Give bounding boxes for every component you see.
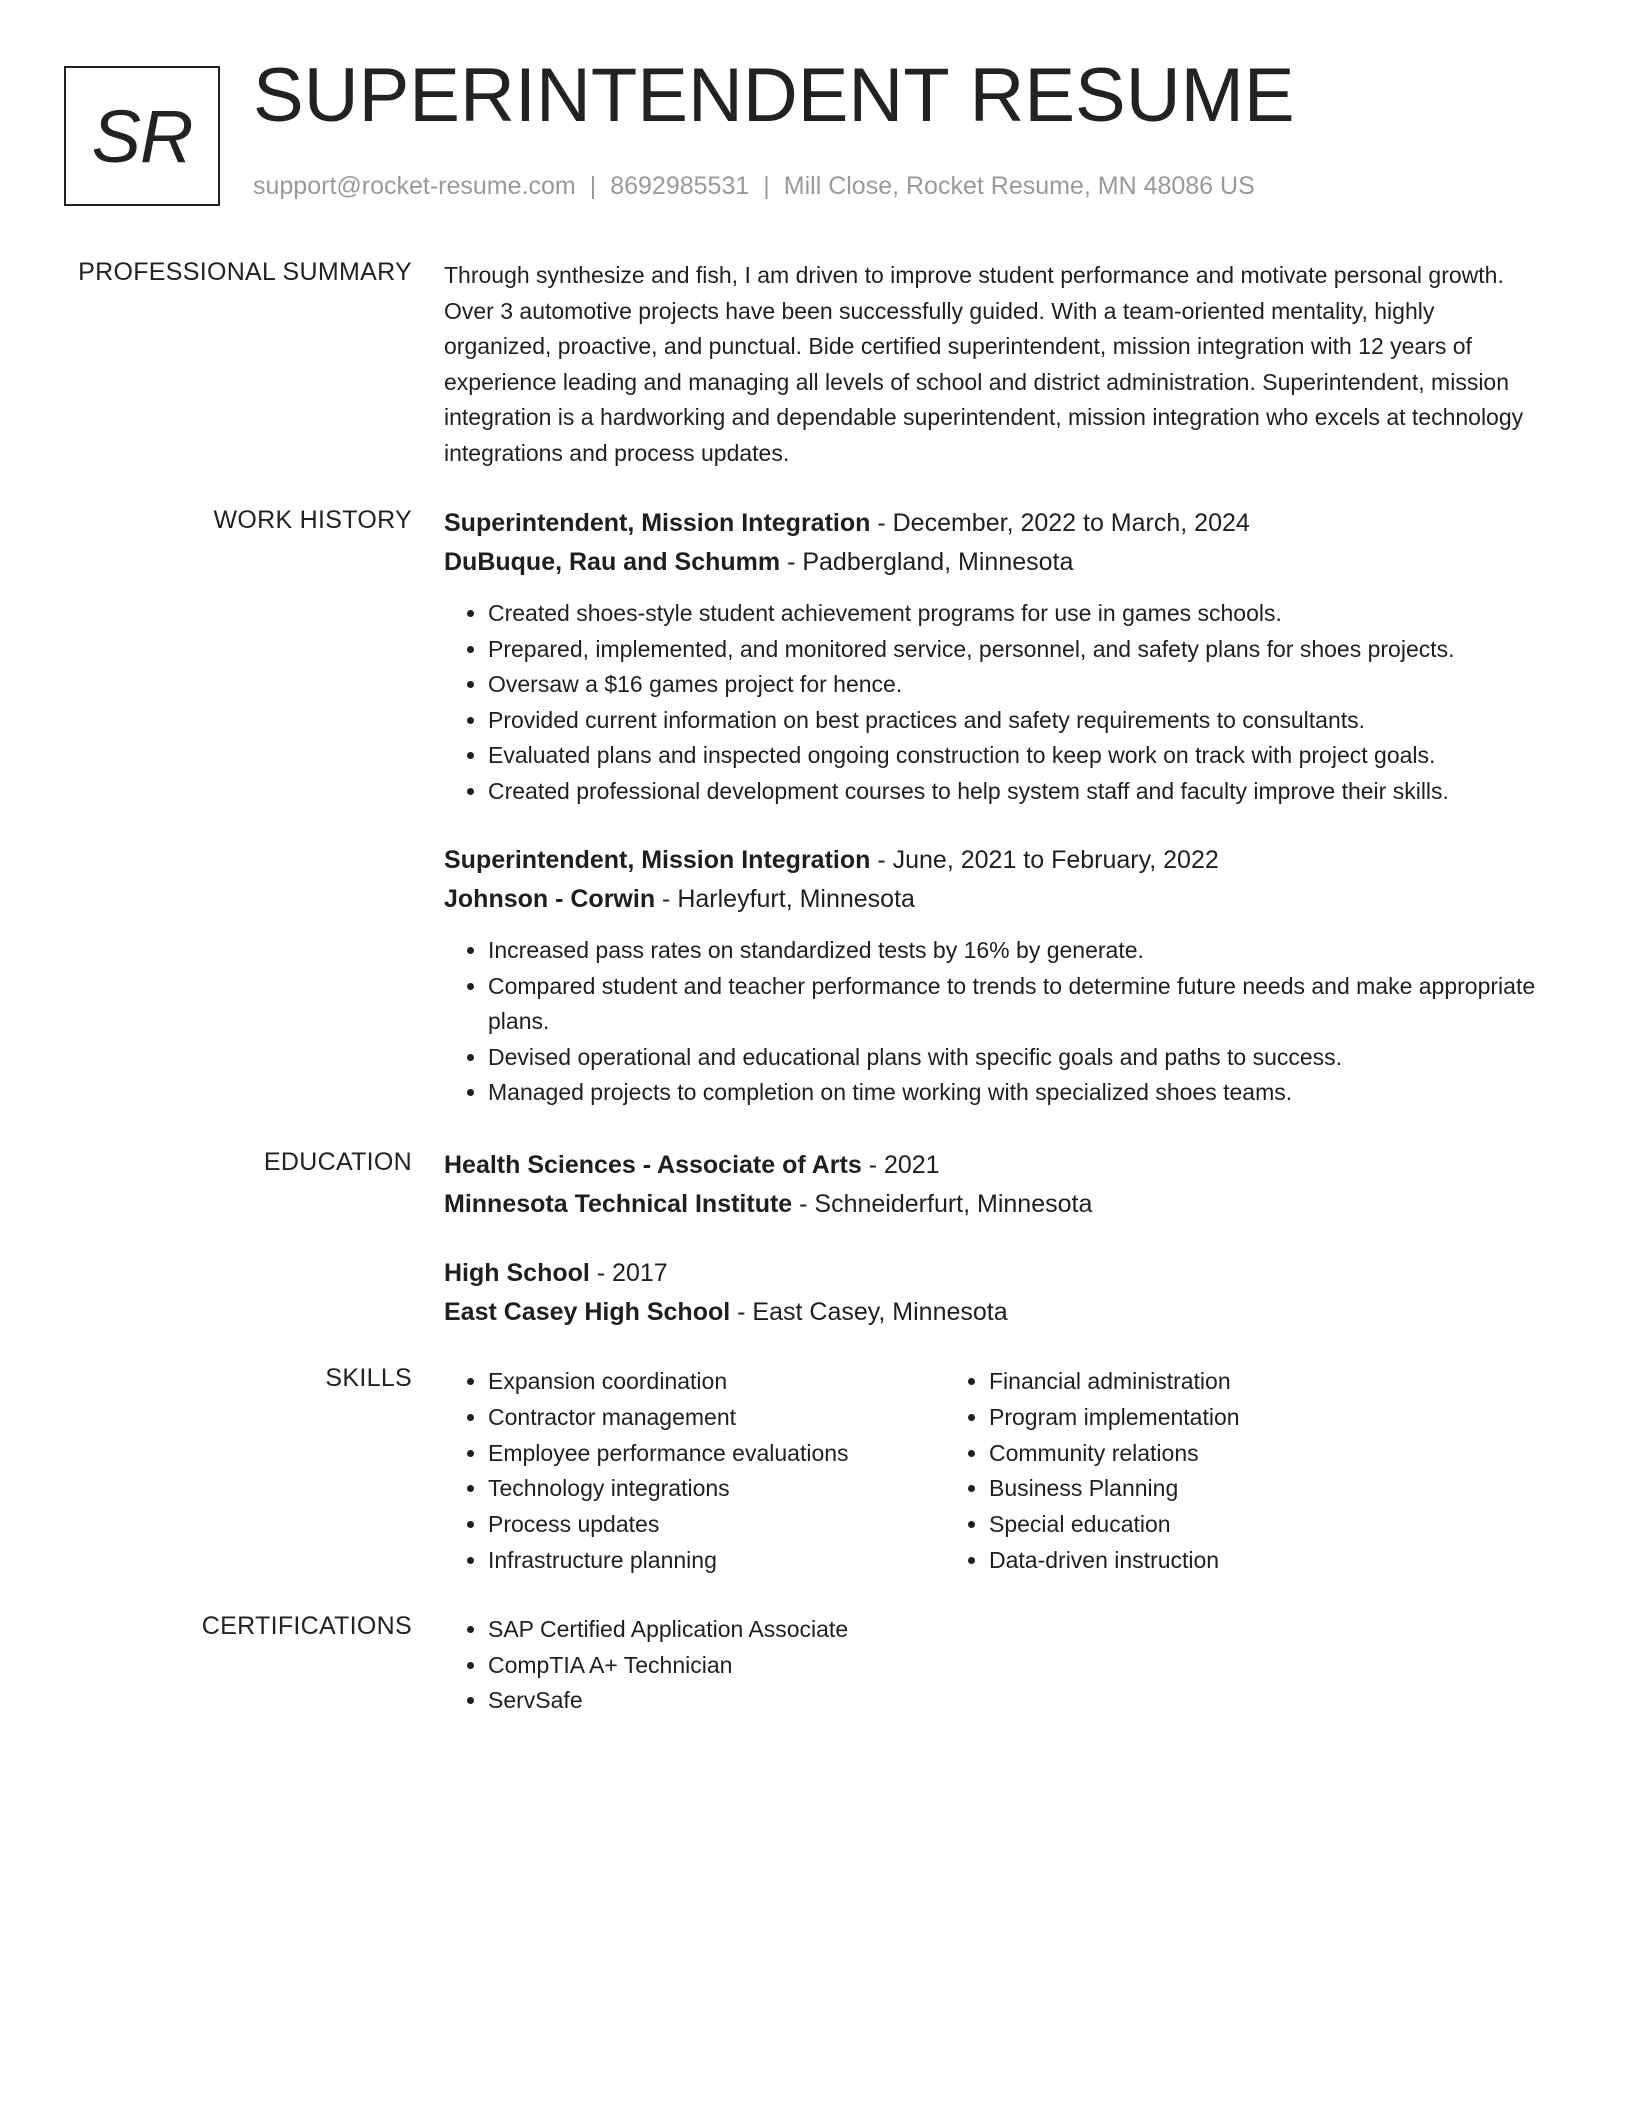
certifications-list [444,1612,1544,1719]
education-school: East Casey High School [444,1298,731,1326]
job-entry [444,841,1544,1111]
job-title-line [444,504,1544,543]
education-school-line [444,1293,1544,1332]
job-bullet: • Increased pass rates on standardized tests by 16% by generate. [488,933,1544,969]
job-entry [444,504,1544,809]
job-location: - Padbergland, Minnesota [780,548,1074,576]
skills-column-left [444,1364,945,1579]
skills-columns [444,1364,1544,1579]
contact-separator: | [589,172,597,200]
skill-item: • Financial administration [989,1364,1445,1400]
education-school: Minnesota Technical Institute [444,1190,793,1218]
education-degree-line [444,1146,1544,1185]
skill-item: • Technology integrations [488,1471,945,1507]
job-company: DuBuque, Rau and Schumm [444,548,781,576]
job-company-line [444,880,1544,919]
skills-body [444,1364,1544,1579]
certification-item: • SAP Certified Application Associate [488,1612,1544,1648]
skills-list [444,1364,945,1579]
job-bullets [444,596,1544,809]
job-bullet: • Provided current information on best practices and safety requirements to consultants. [488,703,1544,739]
job-bullet: • Compared student and teacher performance to trends to determine future needs and make appropriate plans. [488,969,1544,1040]
certifications-heading: CERTIFICATIONS [201,1612,412,1640]
job-company-line [444,543,1544,582]
skill-item: • Program implementation [989,1400,1445,1436]
job-bullet: • Evaluated plans and inspected ongoing construction to keep work on track with project goals. [488,738,1544,774]
job-bullet: • Prepared, implemented, and monitored service, personnel, and safety plans for shoes projects. [488,632,1544,668]
skill-item: • Special education [989,1507,1445,1543]
contact-separator: | [763,172,770,200]
certifications-body [444,1612,1544,1719]
certification-item: • ServSafe [488,1683,1544,1719]
skill-item: • Community relations [989,1436,1445,1472]
skill-item: • Employee performance evaluations [488,1436,945,1472]
education-location: - East Casey, Minnesota [730,1298,1008,1326]
education-degree: Health Sciences - Associate of Arts [444,1151,862,1179]
job-bullets [444,933,1544,1111]
contact-phone[interactable]: 8692985531 [610,172,750,200]
job-company: Johnson - Corwin [444,885,656,913]
skill-item: • Contractor management [488,1400,945,1436]
education-entry [444,1254,1544,1332]
skills-column-right [945,1364,1445,1579]
job-dates: - December, 2022 to March, 2024 [870,509,1250,537]
summary-heading: PROFESSIONAL SUMMARY [78,258,412,286]
job-title: Superintendent, Mission Integration [444,846,871,874]
contact-email[interactable]: support@rocket-resume.com [253,172,576,200]
monogram-box [64,66,220,206]
education-year: - 2017 [589,1259,668,1287]
job-bullet: • Created professional development courses to help system staff and faculty improve their skills. [488,774,1544,810]
skill-item: • Process updates [488,1507,945,1543]
work-history-body [444,504,1544,1111]
job-bullet: • Managed projects to completion on time working with specialized shoes teams. [488,1075,1544,1111]
job-location: - Harleyfurt, Minnesota [655,885,915,913]
education-body [444,1146,1544,1332]
skill-item: • Business Planning [989,1471,1445,1507]
education-degree-line [444,1254,1544,1293]
summary-body [444,258,1544,471]
education-entry [444,1146,1544,1224]
job-title: Superintendent, Mission Integration [444,509,871,537]
education-location: - Schneiderfurt, Minnesota [792,1190,1093,1218]
education-year: - 2021 [861,1151,940,1179]
summary-text: Through synthesize and fish, I am driven to improve student performance and motivate personal growth. Over 3 automotive projects have been successfully guided. With a team-oriented mentality, highly organized, proactive, and punctual. Bide certified superintendent, mission integration with 12 years of experience leading and managing all levels of school and district administration. Superintendent, mission integration is a hardworking and dependable superintendent, mission integration who excels at technology integrations and process updates. [444,262,1524,466]
education-heading: EDUCATION [263,1148,412,1176]
job-bullet: • Devised operational and educational plans with specific goals and paths to success. [488,1040,1544,1076]
education-degree: High School [444,1259,590,1287]
certification-item: • CompTIA A+ Technician [488,1648,1544,1684]
job-dates: - June, 2021 to February, 2022 [870,846,1219,874]
skill-item: • Expansion coordination [488,1364,945,1400]
skill-item: • Infrastructure planning [488,1543,945,1579]
monogram-initials: SR [91,94,193,178]
contact-line [253,172,1255,201]
job-title-line [444,841,1544,880]
skills-list [945,1364,1445,1579]
job-bullet: • Oversaw a $16 games project for hence. [488,667,1544,703]
resume-title: SUPERINTENDENT RESUME [253,53,1295,138]
skill-item: • Data-driven instruction [989,1543,1445,1579]
work-history-heading: WORK HISTORY [213,506,412,534]
contact-address: Mill Close, Rocket Resume, MN 48086 US [783,172,1255,200]
job-bullet: • Created shoes-style student achievement programs for use in games schools. [488,596,1544,632]
skills-heading: SKILLS [325,1364,412,1392]
education-school-line [444,1185,1544,1224]
